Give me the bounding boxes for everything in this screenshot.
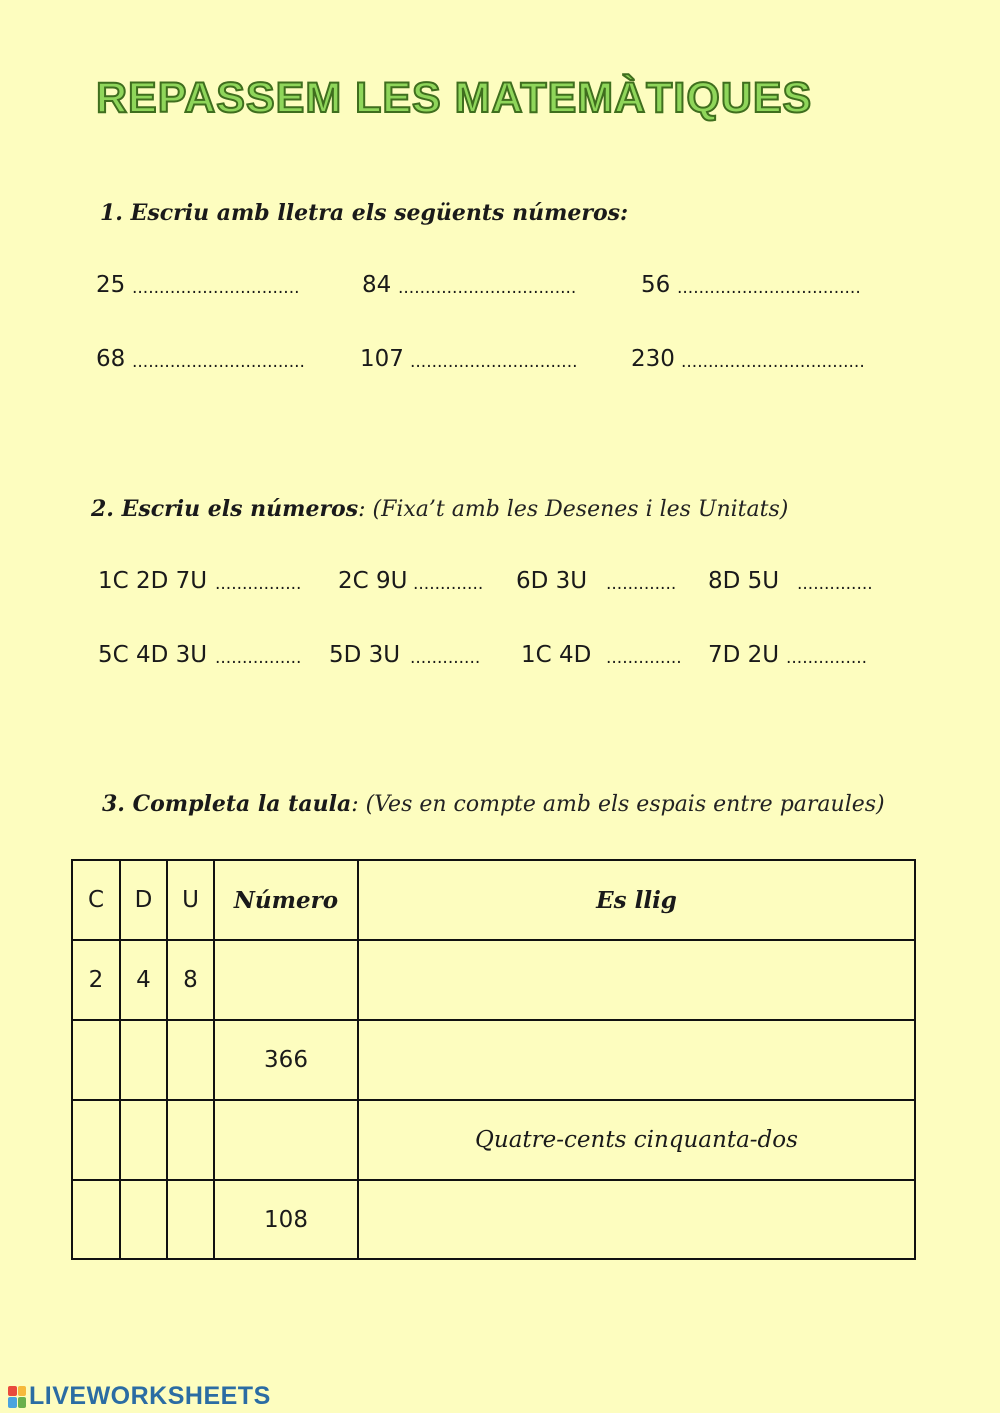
answer-blank[interactable]: ................................. bbox=[398, 278, 577, 298]
table-row bbox=[72, 1020, 915, 1100]
cell-c[interactable] bbox=[72, 1100, 120, 1180]
cell-c: 2 bbox=[72, 940, 120, 1020]
place-value-code: 5D 3U bbox=[329, 642, 401, 668]
cell-u: 8 bbox=[167, 940, 214, 1020]
cell-u[interactable] bbox=[167, 1100, 214, 1180]
number-84: 84 bbox=[362, 272, 392, 298]
liveworksheets-logo[interactable] bbox=[8, 1382, 271, 1411]
cell-numero: 108 bbox=[214, 1180, 358, 1259]
answer-blank[interactable]: ............................... bbox=[410, 352, 578, 372]
place-value-code: 7D 2U bbox=[708, 642, 780, 668]
cell-es-llig: Quatre-cents cinquanta-dos bbox=[358, 1100, 915, 1180]
cell-numero[interactable] bbox=[214, 1100, 358, 1180]
place-value-code: 1C 4D bbox=[521, 642, 592, 668]
section-2-heading-text: 2. Escriu els números bbox=[91, 496, 359, 522]
place-value-table bbox=[71, 859, 916, 1260]
number-68: 68 bbox=[96, 346, 126, 372]
answer-blank[interactable]: .............. bbox=[797, 574, 873, 594]
liveworksheets-logo-icon bbox=[8, 1386, 26, 1408]
logo-text: LIVEWORKSHEETS bbox=[29, 1382, 271, 1410]
table-row bbox=[72, 1100, 915, 1180]
number-25: 25 bbox=[96, 272, 126, 298]
section-1-heading-text: 1. Escriu amb lletra els següents números: bbox=[100, 200, 629, 226]
answer-blank[interactable]: ............. bbox=[410, 648, 481, 668]
cell-d: 4 bbox=[120, 940, 167, 1020]
answer-blank[interactable]: ............... bbox=[786, 648, 868, 668]
answer-blank[interactable]: .................................. bbox=[677, 278, 861, 298]
number-230: 230 bbox=[631, 346, 675, 372]
cell-c[interactable] bbox=[72, 1020, 120, 1100]
section-3-heading bbox=[102, 791, 885, 817]
header-es-llig: Es llig bbox=[358, 860, 915, 940]
header-numero: Número bbox=[214, 860, 358, 940]
answer-blank[interactable]: .............. bbox=[606, 648, 682, 668]
cell-es-llig[interactable] bbox=[358, 940, 915, 1020]
answer-blank[interactable]: .................................. bbox=[681, 352, 865, 372]
answer-blank[interactable]: ............................... bbox=[132, 278, 300, 298]
place-value-code: 5C 4D 3U bbox=[98, 642, 208, 668]
header-d: D bbox=[120, 860, 167, 940]
section-1-heading bbox=[100, 200, 628, 226]
cell-numero: 366 bbox=[214, 1020, 358, 1100]
section-3-note: (Ves en compte amb els espais entre paraules) bbox=[365, 792, 885, 817]
number-107: 107 bbox=[360, 346, 404, 372]
answer-blank[interactable]: ................ bbox=[215, 648, 302, 668]
answer-blank[interactable]: ............. bbox=[413, 574, 484, 594]
cell-d[interactable] bbox=[120, 1100, 167, 1180]
cell-u[interactable] bbox=[167, 1020, 214, 1100]
cell-es-llig[interactable] bbox=[358, 1180, 915, 1259]
section-2-heading bbox=[91, 496, 788, 522]
place-value-code: 6D 3U bbox=[516, 568, 588, 594]
place-value-code: 1C 2D 7U bbox=[98, 568, 208, 594]
cell-c[interactable] bbox=[72, 1180, 120, 1259]
section-3-heading-text: 3. Completa la taula bbox=[102, 791, 352, 817]
place-value-code: 8D 5U bbox=[708, 568, 780, 594]
page-title: REPASSEM LES MATEMÀTIQUES bbox=[96, 74, 813, 122]
table-header-row bbox=[72, 860, 915, 940]
table-row bbox=[72, 940, 915, 1020]
header-c: C bbox=[72, 860, 120, 940]
section-2-note: (Fixa’t amb les Desenes i les Unitats) bbox=[372, 497, 789, 522]
cell-u[interactable] bbox=[167, 1180, 214, 1259]
table-row bbox=[72, 1180, 915, 1259]
cell-es-llig[interactable] bbox=[358, 1020, 915, 1100]
answer-blank[interactable]: ............. bbox=[606, 574, 677, 594]
number-56: 56 bbox=[641, 272, 671, 298]
header-u: U bbox=[167, 860, 214, 940]
cell-numero[interactable] bbox=[214, 940, 358, 1020]
cell-d[interactable] bbox=[120, 1020, 167, 1100]
section-2-colon: : bbox=[358, 497, 373, 522]
place-value-code: 2C 9U bbox=[338, 568, 408, 594]
answer-blank[interactable]: ................................ bbox=[132, 352, 305, 372]
cell-d[interactable] bbox=[120, 1180, 167, 1259]
section-3-colon: : bbox=[351, 792, 366, 817]
answer-blank[interactable]: ................ bbox=[215, 574, 302, 594]
